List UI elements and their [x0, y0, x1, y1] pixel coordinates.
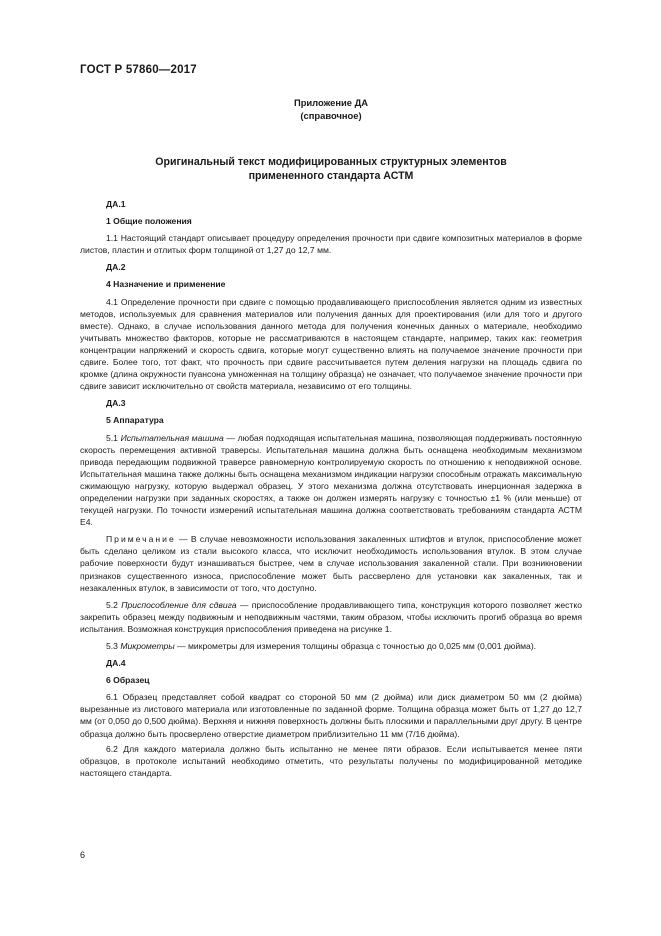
note-text: — В случае невозможности использования закаленных штифтов и втулок, приспособление может быть сделано целиком из стали высокого класса, что исключит необходимость использования втулок. В этом случае рабочие поверхности будут изнашиваться быстрее, чем в случае использования закаленной стали. При возникновении признаков существенного износа, приспособление может быть рассверлено для установки как закаленных, так и незакаленных втулок, в зависимости от того, что доступно. [80, 534, 582, 593]
paragraph-5-2 [80, 599, 582, 635]
paragraph-5-3 [80, 640, 582, 652]
paragraph-5-3-term: Микрометры [120, 641, 175, 651]
page-number: 6 [80, 850, 86, 860]
section-label-da3: ДА.3 [106, 398, 126, 409]
paragraph-5-1-term: Испытательная машина [120, 432, 224, 443]
paragraph-5-1 [80, 432, 582, 529]
section-label-da1: ДА.1 [106, 199, 126, 209]
paragraph-6-2: 6.2 Для каждого материала должно быть испытанно не менее пяти образов. Если испытывается менее пяти образцов, в протоколе испытаний необходимо отметить, что результаты получены по модифицированной методике настоящего стандарта. [80, 743, 582, 778]
note-paragraph [80, 533, 582, 593]
section-heading-1: 1 Общие положения [106, 216, 192, 227]
page-title [80, 155, 582, 183]
appendix-name: Приложение ДА [293, 97, 369, 108]
document-code: ГОСТ Р 57860—2017 [80, 64, 197, 76]
section-label-da4: ДА.4 [106, 658, 126, 669]
appendix-heading [80, 96, 582, 122]
paragraph-5-3-number: 5.3 [106, 641, 121, 651]
title-line-1: Оригинальный текст модифицированных структурных элементов [155, 156, 507, 168]
paragraph-5-2-term: Приспособление для сдвига [121, 599, 237, 610]
section-label-da2: ДА.2 [106, 262, 126, 273]
paragraph-1-1: 1.1 Настоящий стандарт описывает процедуру определения прочности при сдвиге композитных материалов в форме листов, пластин и отлитых форм толщиной от 1,27 до 12,7 мм. [80, 233, 582, 256]
paragraph-6-1: 6.1 Образец представляет собой квадрат со стороной 50 мм (2 дюйма) или диск диаметром 50 мм (2 дюйма) вырезанные из листового материала или изготовленные по заданной форме. Толщина образца может быть от 1,27 до 12,7 мм (от 0,050 до 0,500 дюйма). Верхняя и нижняя поверхность должны быть плоскими и параллельными друг другу. В центре образца должно быть просверлено отверстие диаметром приблизительно 11 мм (7/16 дюйма). [80, 692, 582, 739]
section-heading-6: 6 Образец [106, 675, 150, 686]
appendix-kind: (справочное) [300, 110, 362, 121]
paragraph-5-1-number: 5.1 [106, 432, 121, 443]
section-heading-4: 4 Назначение и применение [106, 279, 226, 290]
paragraph-4-1: 4.1 Определение прочности при сдвиге с помощью продавливающего приспособления является одним из известных методов, используемых для сравнения материалов или получения данных для проектирования (или для того и другого вместе). Однако, в случае использования данного метода для получения конечных данных о материале, необходимо учитывать множество факторов, которые не рассматриваются в настоящем стандарте, например, таких как: геометрия концентрации напряжений и скорость сдвига, которые могут существенно влиять на получаемое значение прочности при сдвиге. Более того, тот факт, что прочность при сдвиге рассчитывается путем деления нагрузки на площадь сдвига по кромке (длина окружности пуансона умноженная на толщину образца) не означает, что получаемое значение прочности при сдвиге зависит исключительно от свойств материала, независимо от его толщины. [80, 296, 582, 392]
section-heading-5: 5 Аппаратура [106, 415, 164, 426]
document-body [80, 198, 582, 784]
paragraph-5-1-text: — любая подходящая испытательная машина, позволяющая поддерживать постоянную скорость перемещения активной траверсы. Испытательная машина должна быть оснащена необходимым механизмом привода передающим подвижной траверсе равномерную контролируемую скорость по отношению к неподвижной основе. Испытательная машина также должны быть оснащена механизмом индикации нагрузки способным отражать максимальную сжимающую нагрузку, которую выдержал образец. У этого механизма должна отсутствовать инерционная задержка в определении нагрузки при заданных скоростях, а также он должен измерять нагрузку с точностью ±1 % (или меньше) от текущей нагрузки. По точности измерений испытательная машина должна соответствовать требованиям стандарта АСТМ Е4. [80, 432, 583, 528]
paragraph-5-3-text: — микрометры для измерения толщины образца с точностью до 0,025 мм (0,001 дюйма). [174, 641, 537, 651]
paragraph-5-2-number: 5.2 [106, 599, 122, 610]
paragraph-5-2-text: — приспособление продавливающего типа, конструкция которого позволяет жестко закрепить образец между подвижным и неподвижным частями, таким образом, чтобы исключить прогиб образца во время испытания. Возможная конструкция приспособления приведена на рисунке 1. [80, 599, 582, 634]
note-label: Примечание [106, 534, 176, 545]
title-line-2: примененного стандарта АСТМ [248, 170, 414, 182]
